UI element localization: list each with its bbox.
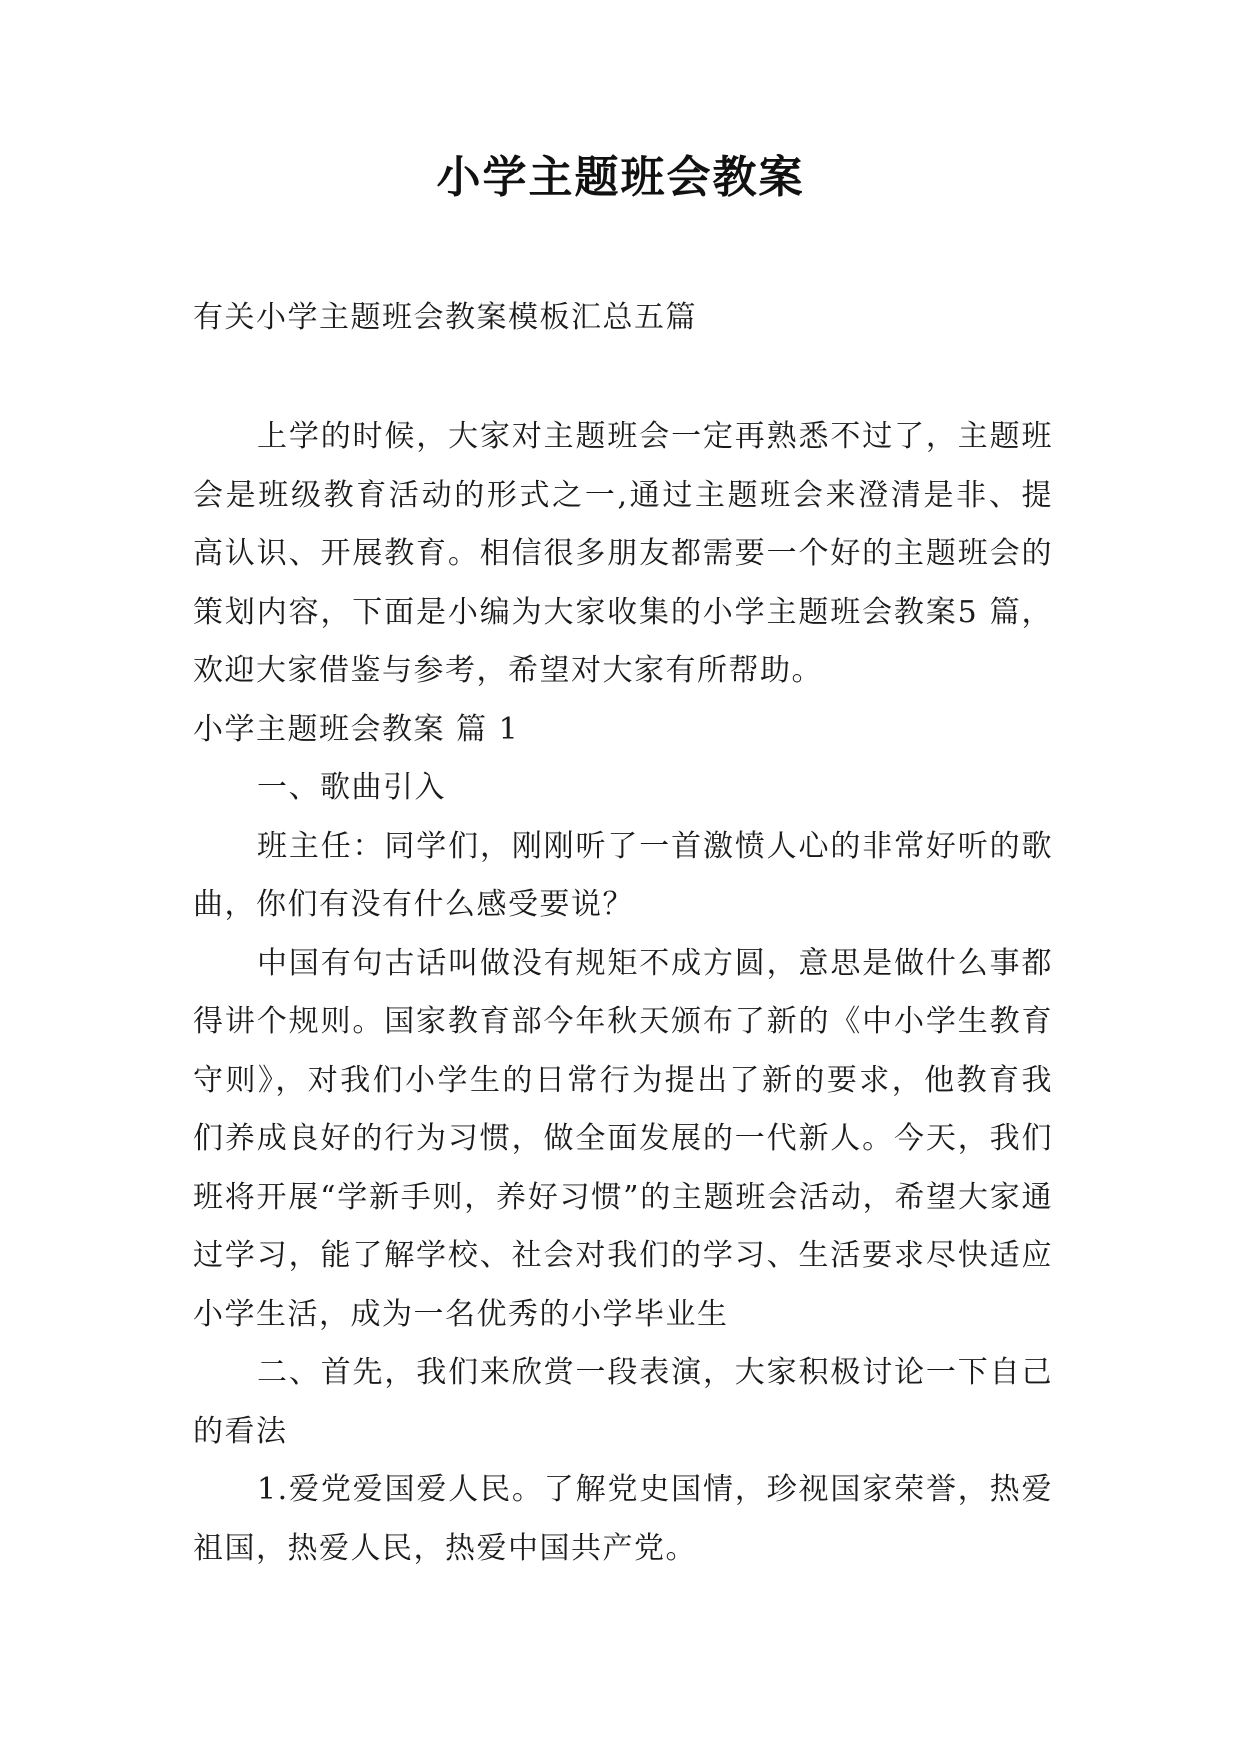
document-body xyxy=(193,408,1053,1578)
step-heading: 二、首先，我们来欣赏一段表演，大家积极讨论一下自己的看法 xyxy=(193,1355,1053,1449)
body-paragraph: 中国有句古话叫做没有规矩不成方圆，意思是做什么事都得讲个规则。国家教育部今年秋天颁布了新的《中小学生教育守则》，对我们小学生的日常行为提出了新的要求，他教育我们养成良好的行为习惯，做全面发展的一代新人。今天，我们班将开展“学新手则，养好习惯”的主题班会活动，希望大家通过学习，能了解学校、社会对我们的学习、生活要求尽快适应小学生活，成为一名优秀的小学毕业生 xyxy=(193,945,1053,1332)
document-title: 小学主题班会教案 xyxy=(436,152,805,203)
document-subtitle: 有关小学主题班会教案模板汇总五篇 xyxy=(193,300,697,335)
intro-paragraph: 上学的时候，大家对主题班会一定再熟悉不过了，主题班会是班级教育活动的形式之一,通过主题班会来澄清是非、提高认识、开展教育。相信很多朋友都需要一个好的主题班会的策划内容，下面是小编为大家收集的小学主题班会教案5 篇，欢迎大家借鉴与参考，希望对大家有所帮助。 xyxy=(193,419,1053,688)
step-heading: 一、歌曲引入 xyxy=(257,770,446,805)
body-paragraph: 班主任：同学们，刚刚听了一首激愤人心的非常好听的歌曲，你们有没有什么感受要说？ xyxy=(193,828,1053,922)
list-item: 1.爱党爱国爱人民。了解党史国情，珍视国家荣誉，热爱祖国，热爱人民，热爱中国共产党。 xyxy=(193,1472,1053,1566)
section-heading: 小学主题班会教案 篇 1 xyxy=(193,711,520,747)
